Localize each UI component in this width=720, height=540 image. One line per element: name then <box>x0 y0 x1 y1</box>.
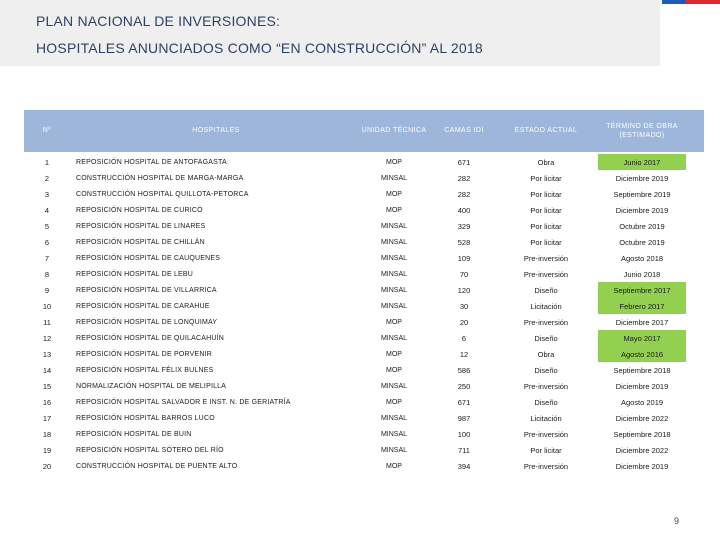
cell-end: Septiembre 2019 <box>613 189 671 199</box>
cell-state: Pre-inversión <box>523 317 569 327</box>
cell-beds: 100 <box>457 429 471 439</box>
cell-num: 17 <box>42 413 52 423</box>
cell-num: 9 <box>44 285 50 295</box>
cell-hospital: REPOSICIÓN HOSPITAL DE VILLARRICA <box>76 286 217 294</box>
table-row <box>24 346 704 362</box>
cell-beds: 711 <box>458 445 470 455</box>
cell-beds: 528 <box>457 237 471 247</box>
cell-end: Septiembre 2017 <box>598 282 686 298</box>
cell-state: Obra <box>537 349 555 359</box>
cell-end: Mayo 2017 <box>598 330 686 346</box>
cell-state: Diseño <box>534 333 558 343</box>
cell-num: 2 <box>44 173 50 183</box>
cell-hospital: REPOSICIÓN HOSPITAL DE LINARES <box>76 222 206 230</box>
cell-end: Agosto 2019 <box>620 397 664 407</box>
cell-end: Octubre 2019 <box>619 221 665 231</box>
table-row <box>24 266 704 282</box>
cell-num: 1 <box>44 157 50 167</box>
cell-hospital: REPOSICIÓN HOSPITAL DE PORVENIR <box>76 350 212 358</box>
cell-unit: MOP <box>386 158 402 166</box>
cell-num: 18 <box>42 429 52 439</box>
table-row <box>24 186 704 202</box>
cell-end: Septiembre 2018 <box>613 429 671 439</box>
cell-hospital: REPOSICIÓN HOSPITAL DE LONQUIMAY <box>76 318 218 326</box>
cell-hospital: REPOSICIÓN HOSPITAL DE CURICÓ <box>76 206 203 214</box>
cell-end: Diciembre 2019 <box>615 381 669 391</box>
cell-state: Por licitar <box>530 173 562 183</box>
table-row <box>24 362 704 378</box>
cell-beds: 282 <box>457 189 471 199</box>
cell-beds: 400 <box>457 205 471 215</box>
cell-num: 15 <box>42 381 52 391</box>
cell-beds: 70 <box>459 269 469 279</box>
cell-num: 3 <box>44 189 50 199</box>
table-row <box>24 442 704 458</box>
cell-num: 4 <box>44 205 50 215</box>
table-row <box>24 282 704 298</box>
cell-hospital: REPOSICIÓN HOSPITAL SALVADOR E INST. N. DE GERIATRÍA <box>76 398 291 406</box>
header-hospital: HOSPITALES <box>192 127 240 135</box>
cell-unit: MOP <box>386 190 402 198</box>
page-number: 9 <box>674 516 680 526</box>
cell-hospital: CONSTRUCCIÓN HOSPITAL QUILLOTA-PETORCA <box>76 190 249 198</box>
table-row <box>24 202 704 218</box>
cell-beds: 250 <box>457 381 471 391</box>
cell-end: Febrero 2017 <box>598 298 686 314</box>
cell-unit: MINSAL <box>380 430 408 438</box>
flag-blue-stripe <box>662 0 686 4</box>
cell-num: 6 <box>44 237 50 247</box>
cell-unit: MINSAL <box>380 334 408 342</box>
cell-unit: MINSAL <box>380 238 408 246</box>
cell-unit: MINSAL <box>380 222 408 230</box>
cell-unit: MINSAL <box>380 174 408 182</box>
title-band <box>0 0 660 66</box>
cell-num: 14 <box>42 365 52 375</box>
cell-end: Diciembre 2019 <box>615 173 669 183</box>
cell-unit: MOP <box>386 366 402 374</box>
cell-unit: MOP <box>386 318 402 326</box>
table-row <box>24 250 704 266</box>
cell-beds: 120 <box>457 285 471 295</box>
cell-end: Junio 2018 <box>623 269 661 279</box>
cell-beds: 394 <box>457 461 471 471</box>
cell-end: Diciembre 2019 <box>615 461 669 471</box>
cell-unit: MINSAL <box>380 302 408 310</box>
table-row <box>24 378 704 394</box>
table-row <box>24 330 704 346</box>
cell-num: 5 <box>44 221 50 231</box>
cell-hospital: REPOSICIÓN HOSPITAL DE LEBU <box>76 270 194 278</box>
cell-state: Pre-inversión <box>523 429 569 439</box>
cell-state: Diseño <box>534 365 558 375</box>
table-row <box>24 170 704 186</box>
cell-unit: MOP <box>386 206 402 214</box>
cell-num: 20 <box>42 461 52 471</box>
flag-stripe <box>662 0 720 4</box>
cell-beds: 671 <box>457 157 471 167</box>
cell-unit: MINSAL <box>380 382 408 390</box>
cell-state: Obra <box>537 157 555 167</box>
cell-state: Pre-inversión <box>523 461 569 471</box>
cell-num: 13 <box>42 349 52 359</box>
cell-unit: MINSAL <box>380 270 408 278</box>
cell-end: Agosto 2016 <box>598 346 686 362</box>
cell-beds: 987 <box>457 413 471 423</box>
cell-hospital: REPOSICIÓN HOSPITAL DE CARAHUE <box>76 302 210 310</box>
cell-beds: 671 <box>457 397 471 407</box>
cell-hospital: REPOSICIÓN HOSPITAL DE CAUQUENES <box>76 254 221 262</box>
table-row <box>24 394 704 410</box>
slide-title-line-1: PLAN NACIONAL DE INVERSIONES: <box>36 13 281 29</box>
header-beds: CAMAS IDI <box>444 127 484 135</box>
cell-state: Diseño <box>534 285 558 295</box>
cell-state: Por licitar <box>530 237 562 247</box>
table-row <box>24 410 704 426</box>
cell-hospital: REPOSICIÓN HOSPITAL BARROS LUCO <box>76 414 215 422</box>
cell-state: Pre-inversión <box>523 269 569 279</box>
table-row <box>24 154 704 170</box>
cell-num: 11 <box>43 317 51 327</box>
cell-state: Pre-inversión <box>523 253 569 263</box>
cell-state: Por licitar <box>530 189 562 199</box>
cell-beds: 109 <box>457 253 471 263</box>
cell-unit: MINSAL <box>380 446 408 454</box>
cell-unit: MOP <box>386 462 402 470</box>
header-num: Nº <box>42 127 52 135</box>
cell-hospital: REPOSICIÓN HOSPITAL SÓTERO DEL RÍO <box>76 446 224 454</box>
cell-end: Septiembre 2018 <box>613 365 671 375</box>
cell-hospital: CONSTRUCCIÓN HOSPITAL DE MARGA-MARGA <box>76 174 244 182</box>
cell-num: 12 <box>42 333 52 343</box>
table-header <box>24 110 704 152</box>
cell-hospital: REPOSICIÓN HOSPITAL DE CHILLÁN <box>76 238 205 246</box>
header-end: TÉRMINO DE OBRA (ESTIMADO) <box>606 122 678 139</box>
table-row <box>24 298 704 314</box>
cell-unit: MINSAL <box>380 414 408 422</box>
cell-hospital: REPOSICIÓN HOSPITAL DE ANTOFAGASTA <box>76 158 227 166</box>
cell-state: Diseño <box>534 397 558 407</box>
header-unit: UNIDAD TÉCNICA <box>361 127 427 135</box>
cell-state: Por licitar <box>530 221 562 231</box>
cell-state: Licitación <box>530 413 562 423</box>
cell-num: 19 <box>42 445 52 455</box>
header-state: ESTADO ACTUAL <box>514 127 578 135</box>
cell-state: Licitación <box>530 301 562 311</box>
table-row <box>24 234 704 250</box>
cell-hospital: CONSTRUCCIÓN HOSPITAL DE PUENTE ALTO <box>76 462 238 470</box>
cell-hospital: REPOSICIÓN HOSPITAL FÉLIX BULNES <box>76 366 214 374</box>
table-row <box>24 458 704 474</box>
cell-unit: MINSAL <box>380 286 408 294</box>
cell-state: Por licitar <box>530 205 562 215</box>
cell-end: Diciembre 2022 <box>615 445 669 455</box>
cell-hospital: REPOSICIÓN HOSPITAL DE QUILACAHUÍN <box>76 334 224 342</box>
cell-end: Diciembre 2017 <box>615 317 669 327</box>
cell-unit: MOP <box>386 398 402 406</box>
cell-end: Diciembre 2022 <box>615 413 669 423</box>
cell-beds: 282 <box>457 173 471 183</box>
cell-end: Octubre 2019 <box>619 237 665 247</box>
cell-hospital: NORMALIZACIÓN HOSPITAL DE MELIPILLA <box>76 382 227 390</box>
cell-beds: 30 <box>459 301 469 311</box>
cell-beds: 329 <box>457 221 471 231</box>
cell-num: 8 <box>44 269 50 279</box>
slide-title-line-2: HOSPITALES ANUNCIADOS COMO “EN CONSTRUCCIÓN” AL 2018 <box>36 40 483 56</box>
cell-num: 10 <box>42 301 52 311</box>
cell-num: 16 <box>42 397 52 407</box>
cell-hospital: REPOSICIÓN HOSPITAL DE BUIN <box>76 430 192 438</box>
cell-end: Junio 2017 <box>598 154 686 170</box>
cell-unit: MOP <box>386 350 402 358</box>
cell-beds: 12 <box>459 349 469 359</box>
cell-beds: 20 <box>459 317 469 327</box>
cell-unit: MINSAL <box>380 254 408 262</box>
cell-end: Diciembre 2019 <box>615 205 669 215</box>
cell-end: Agosto 2018 <box>620 253 664 263</box>
cell-state: Por licitar <box>530 445 562 455</box>
table-row <box>24 426 704 442</box>
table-row <box>24 314 704 330</box>
flag-red-stripe <box>686 0 720 4</box>
cell-state: Pre-inversión <box>523 381 569 391</box>
cell-beds: 586 <box>457 365 471 375</box>
cell-beds: 6 <box>461 333 467 343</box>
table-row <box>24 218 704 234</box>
cell-num: 7 <box>44 253 50 263</box>
